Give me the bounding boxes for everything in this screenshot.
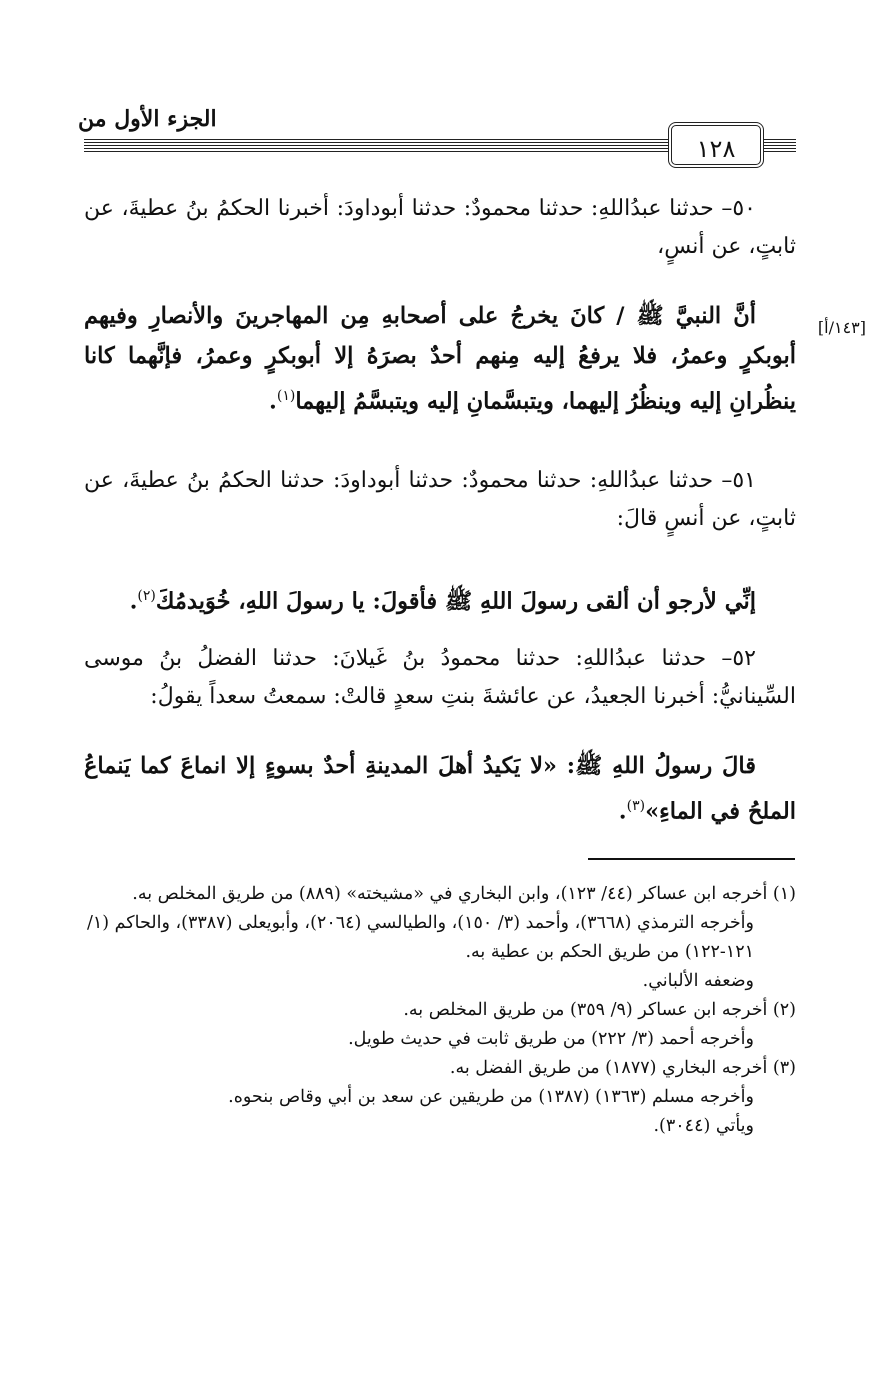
footnote-line: ويأتي (٣٠٤٤).	[653, 1116, 754, 1136]
manuscript-folio-note: [١٤٣/أ]	[817, 318, 866, 337]
hadith-52	[84, 640, 796, 716]
footnote-line: وضعفه الألباني.	[642, 971, 754, 991]
footnote-line: (٢) أخرجه ابن عساكر (٩/ ٣٥٩) من طريق المخلص به.	[403, 1000, 796, 1020]
hadith-chain: ٥٠– حدثنا عبدُاللهِ: حدثنا محمودٌ: حدثنا أبوداودَ: أخبرنا الحكمُ بنُ عطيةَ، عن ثابتٍ، عن أنسٍ،	[84, 196, 796, 259]
running-title: الجزء الأول من	[78, 106, 217, 132]
hadith-51	[84, 462, 796, 538]
hadith-text: قالَ رسولُ اللهِ ﷺ: «لا يَكيدُ أهلَ المدينةِ أحدٌ بسوءٍ إلا انماعَ كما يَنماعُ الملحُ في الماءِ»$^{(٣)}$.	[84, 753, 796, 825]
footnote-line: وأخرجه الترمذي (٣٦٦٨)، وأحمد (٣/ ١٥٠)، والطيالسي (٢٠٦٤)، وأبويعلى (٣٣٨٧)، والحاكم (١/ ١٢١-١٢٢) من طريق الحكم بن عطية به.	[86, 913, 754, 962]
footnote-line: وأخرجه أحمد (٣/ ٢٢٢) من طريق ثابت في حديث طويل.	[348, 1029, 754, 1049]
footnote-line: (١) أخرجه ابن عساكر (٤٤/ ١٢٣)، وابن البخاري في «مشيخته» (٨٨٩) من طريق المخلص به.	[132, 884, 796, 904]
footnotes	[84, 880, 796, 1141]
hadith-52-text-block	[84, 746, 796, 832]
hadith-chain: ٥١– حدثنا عبدُاللهِ: حدثنا محمودٌ: حدثنا أبوداودَ: حدثنا الحكمُ بنُ عطيةَ، عن ثابتٍ، عن أنسٍ قالَ:	[84, 468, 796, 531]
footnote-line: (٣) أخرجه البخاري (١٨٧٧) من طريق الفضل به.	[449, 1058, 796, 1078]
hadith-text: أنَّ النبيَّ ﷺ / كانَ يخرجُ على أصحابهِ مِن المهاجرينَ والأنصارِ وفيهم أبوبكرٍ وعمرُ، فلا يرفعُ إليه مِنهم أحدٌ بصرَهُ إلا أبوبكرٍ وعمرُ، فإنَّهما كانا ينظُرانِ إليه وينظُرُ إليهما، ويتبسَّمانِ إليه ويتبسَّمُ إليهما$^{(١)}$.	[84, 303, 796, 415]
footnote-ref[interactable]: (٢)	[137, 588, 156, 604]
hadith-51-text-block	[84, 576, 796, 622]
hadith-text: إنِّي لأرجو أن ألقى رسولَ اللهِ ﷺ فأقولَ: يا رسولَ اللهِ، خُوَيدمُكَ$^{(٢)}$.	[129, 588, 756, 615]
hadith-50	[84, 190, 796, 266]
footnote-line: وأخرجه مسلم (١٣٦٣) (١٣٨٧) من طريقين عن سعد بن أبي وقاص بنحوه.	[228, 1087, 754, 1107]
hadith-chain: ٥٢– حدثنا عبدُاللهِ: حدثنا محمودُ بنُ غَيلانَ: حدثنا الفضلُ بنُ موسى السِّينانيُّ: أخبرنا الجعيدُ، عن عائشةَ بنتِ سعدٍ قالتْ: سمعتُ سعداً يقولُ:	[84, 646, 796, 709]
footnote-ref[interactable]: (١)	[276, 388, 296, 404]
footnote-ref[interactable]: (٣)	[626, 798, 646, 814]
page-number: ١٢٨	[668, 122, 764, 168]
hadith-50-text-block	[84, 296, 796, 422]
footnote-separator	[588, 858, 795, 860]
